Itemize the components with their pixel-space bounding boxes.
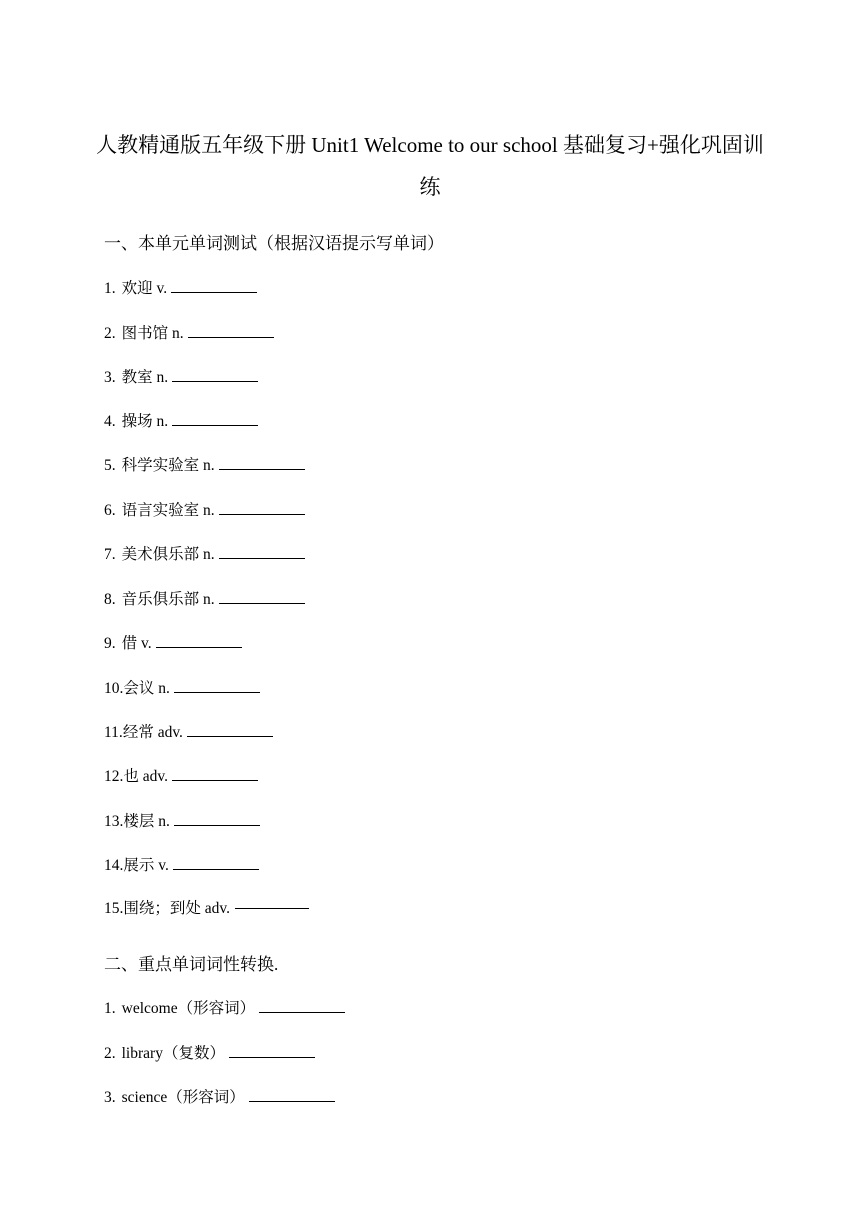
question-number: 11. (104, 724, 123, 741)
answer-line[interactable] (235, 908, 309, 909)
question-number: 5. (104, 457, 116, 474)
question-item (104, 899, 309, 919)
question-prompt: 美术俱乐部 n. (121, 546, 215, 563)
question-number: 6. (104, 502, 116, 519)
question-item (104, 278, 257, 299)
question-number: 2. (104, 1045, 116, 1062)
answer-blank[interactable] (172, 766, 258, 781)
answer-blank[interactable] (174, 811, 260, 826)
question-item (104, 323, 274, 344)
answer-blank[interactable] (219, 589, 305, 604)
question-item (104, 766, 258, 787)
question-prompt: 也 adv. (123, 768, 168, 785)
question-item (104, 633, 242, 654)
question-number: 4. (104, 413, 116, 430)
question-number: 15. (104, 900, 124, 917)
question-number: 13. (104, 813, 124, 830)
answer-blank[interactable] (188, 323, 274, 338)
answer-blank[interactable] (229, 1043, 315, 1058)
document-title-line-2: 练 (419, 175, 441, 199)
question-prompt: 科学实验室 n. (121, 457, 215, 474)
question-number: 7. (104, 546, 116, 563)
question-prompt: 楼层 n. (123, 813, 170, 830)
document-title-line-1: 人教精通版五年级下册 Unit1 Welcome to our school 基础复习+强化巩固训 (96, 133, 764, 157)
question-prompt: science（形容词） (121, 1089, 245, 1106)
question-item (104, 411, 258, 432)
question-item (104, 855, 259, 876)
section-heading-word-forms: 二、重点单词词性转换. (104, 955, 279, 974)
question-number: 1. (104, 1000, 116, 1017)
question-prompt: 欢迎 v. (121, 280, 168, 297)
question-prompt: 教室 n. (121, 369, 169, 386)
question-number: 1. (104, 280, 116, 297)
question-item (104, 544, 305, 565)
question-item (104, 455, 305, 476)
answer-blank[interactable] (219, 455, 305, 470)
question-number: 10. (104, 680, 124, 697)
answer-blank[interactable] (219, 500, 305, 515)
question-item (104, 811, 260, 832)
answer-blank[interactable] (187, 722, 273, 737)
question-prompt: welcome（形容词） (121, 1000, 256, 1017)
question-prompt: library（复数） (121, 1045, 225, 1062)
question-prompt: 操场 n. (121, 413, 169, 430)
question-item (104, 500, 305, 521)
question-number: 8. (104, 591, 116, 608)
question-number: 2. (104, 325, 116, 342)
question-prompt: 围绕；到处 adv. (123, 900, 230, 917)
question-item (104, 1087, 335, 1108)
question-number: 9. (104, 635, 116, 652)
question-prompt: 图书馆 n. (121, 325, 184, 342)
question-prompt: 会议 n. (123, 680, 170, 697)
question-item (104, 367, 258, 388)
answer-blank[interactable] (173, 855, 259, 870)
question-item (104, 1043, 315, 1064)
question-number: 14. (104, 857, 124, 874)
answer-blank[interactable] (172, 367, 258, 382)
question-prompt: 展示 v. (123, 857, 169, 874)
section-heading-word-test: 一、本单元单词测试（根据汉语提示写单词） (104, 234, 444, 253)
question-prompt: 音乐俱乐部 n. (121, 591, 215, 608)
question-prompt: 语言实验室 n. (121, 502, 215, 519)
question-item (104, 998, 345, 1019)
question-item (104, 722, 273, 743)
answer-blank[interactable] (219, 544, 305, 559)
answer-blank[interactable] (249, 1087, 335, 1102)
answer-blank[interactable] (171, 278, 257, 293)
question-number: 12. (104, 768, 124, 785)
answer-blank[interactable] (259, 998, 345, 1013)
question-number: 3. (104, 369, 116, 386)
answer-blank[interactable] (156, 633, 242, 648)
question-item (104, 589, 305, 610)
answer-blank[interactable] (172, 411, 258, 426)
question-prompt: 经常 adv. (122, 724, 183, 741)
question-number: 3. (104, 1089, 116, 1106)
question-prompt: 借 v. (121, 635, 152, 652)
answer-blank[interactable] (174, 678, 260, 693)
question-item (104, 678, 260, 699)
